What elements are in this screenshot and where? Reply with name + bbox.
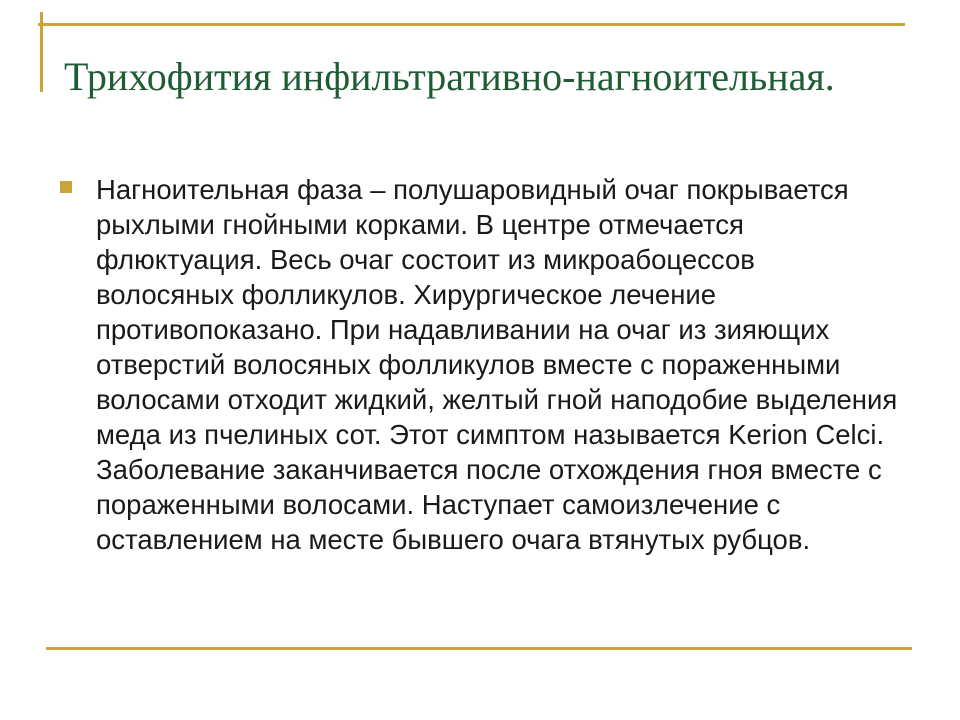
bullet-item [60,172,900,557]
top-decorative-rule [38,23,905,26]
bottom-decorative-rule [46,647,912,650]
slide-title: Трихофития инфильтративно-нагноительная. [64,54,835,99]
bullet-list [60,172,900,557]
bullet-text: Нагноительная фаза – полушаровидный очаг покрывается рыхлыми гнойными корками. В центре отмечается флюктуация. Весь очаг состоит из микроабоцессов волосяных фолликулов. Хирургическое лечение противопоказано. При надавливании на очаг из зияющих отверстий волосяных фолликулов вместе с пораженными волосами отходит жидкий, желтый гной наподобие выделения меда из пчелиных сот. Этот симптом называется Kerion Celci. Заболевание заканчивается после отхождения гноя вместе с пораженными волосами. Наступает самоизлечение с оставлением на месте бывшего очага втянутых рубцов. [96,174,898,555]
square-bullet-icon [60,181,72,193]
left-decorative-rule [40,12,43,92]
